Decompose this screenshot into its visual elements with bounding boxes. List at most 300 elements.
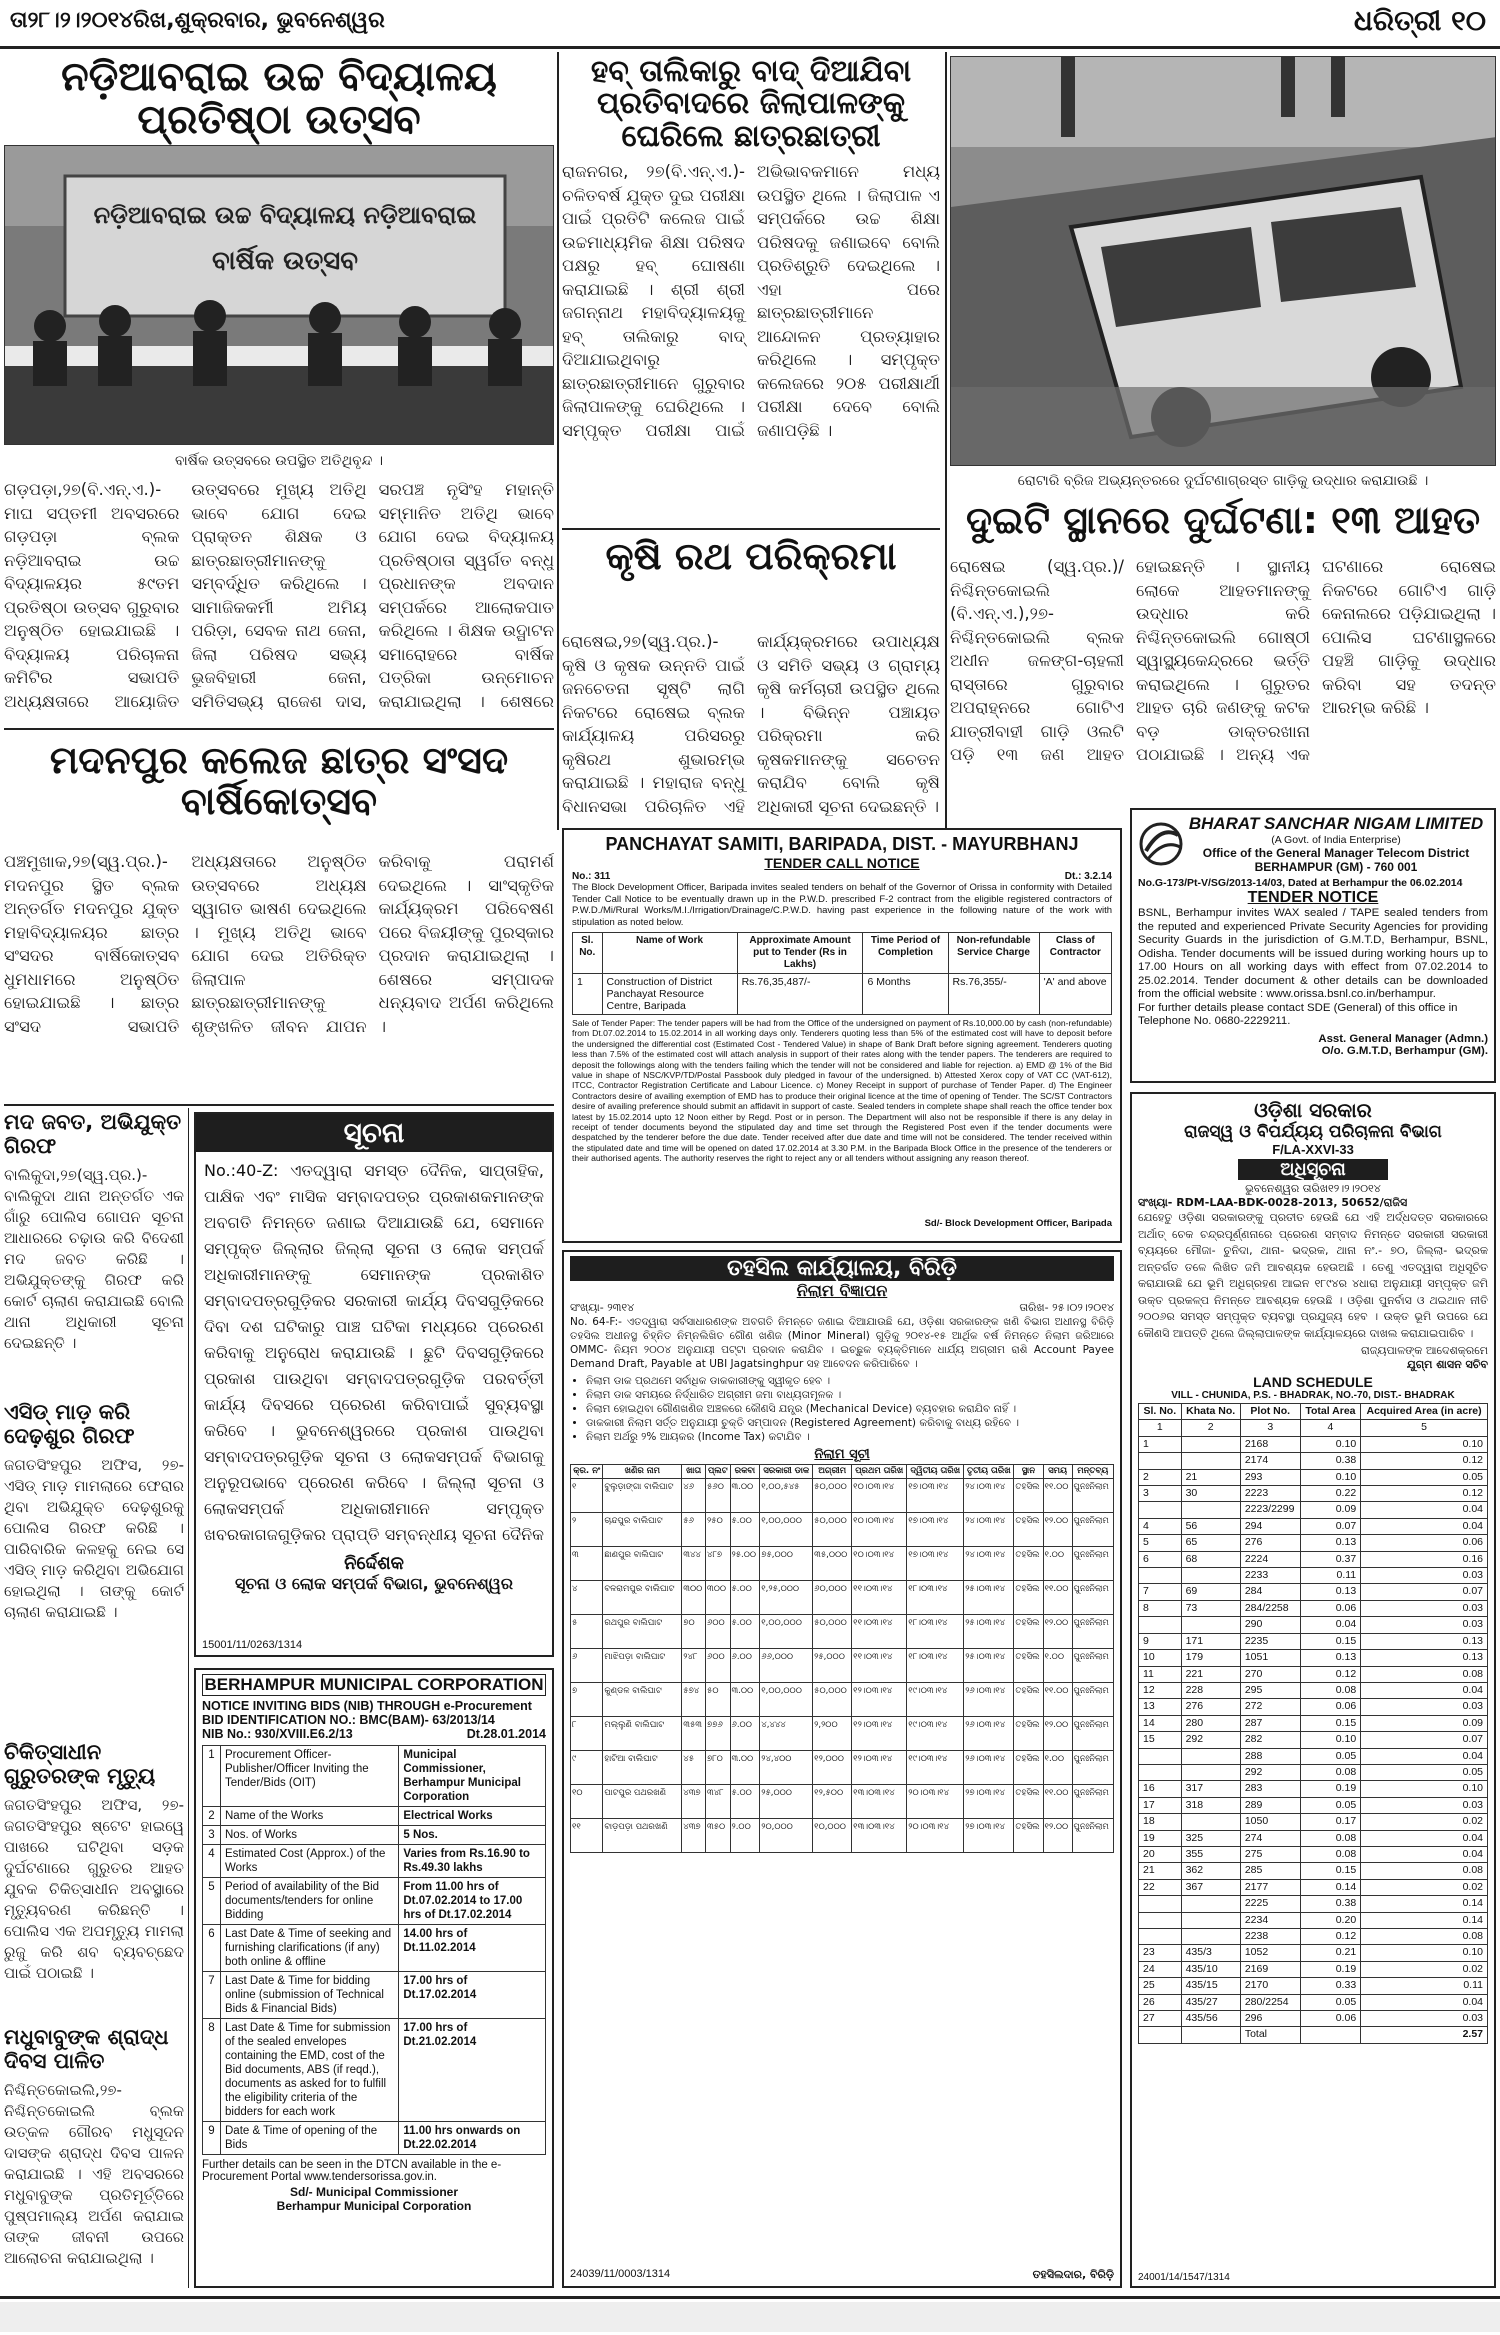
land-cell: 0.13: [1300, 1650, 1360, 1666]
land-cell: 0.05: [1361, 1469, 1488, 1485]
land-cell: 18: [1139, 1814, 1182, 1830]
land-cell: 0.02: [1361, 1814, 1488, 1830]
story1-photo: [4, 145, 554, 445]
accident-vehicle-image: [951, 57, 1496, 466]
header-rule: [0, 46, 1500, 49]
bsnl-sign2: O/o. G.M.T.D, Berhampur (GM).: [1321, 1044, 1488, 1057]
land-cell: 1051: [1240, 1650, 1300, 1666]
story4-photo: [950, 56, 1496, 466]
tahasil-cell: ୨୫,୦୦୦: [813, 1649, 852, 1683]
land-cell: 0.10: [1361, 1945, 1488, 1961]
land-row: [1139, 1748, 1488, 1764]
land-cell: 21: [1139, 1863, 1182, 1879]
land-cell: [1139, 1748, 1182, 1764]
land-cell: 24: [1139, 1961, 1182, 1977]
land-cell: 318: [1181, 1797, 1240, 1813]
bmc-row-value: Electrical Works: [399, 1807, 546, 1826]
land-cell: [1181, 1896, 1240, 1912]
bmc-nib-no: NIB No.: 930/XVIII.E6.2/13: [202, 1727, 353, 1741]
tahasil-cell: ୧୧।୦୩।୧୪: [852, 1615, 907, 1649]
land-cell: [1139, 1568, 1182, 1584]
tahasil-cell: ୨୫,୦୦୦: [760, 1785, 813, 1819]
panchayat-col-header: Approximate Amount put to Tender (Rs in Lakhs): [737, 933, 863, 974]
land-cell: 0.06: [1361, 1535, 1488, 1551]
tahasil-cell: ତହସିଲ: [1014, 1785, 1043, 1819]
land-cell: 0.04: [1361, 1518, 1488, 1534]
tahasil-col-header: ତୃତୀୟ ତାରିଖ: [964, 1465, 1014, 1479]
tahasil-ref-date: ତାରିଖ- ୨୫।୦୨।୨୦୧୪: [1019, 1301, 1114, 1314]
land-cell: [1181, 1568, 1240, 1584]
bmc-row: [203, 1972, 546, 2019]
tahasil-cell: ବାଡ଼ପଡ଼ା ପଥରଖଣି: [603, 1819, 682, 1853]
tahasil-cell: ୫.୦୦: [730, 1785, 760, 1819]
land-cell: 0.08: [1300, 1830, 1360, 1846]
panchayat-col-header: Non-refundable Service Charge: [948, 933, 1039, 974]
bmc-row: [203, 1826, 546, 1845]
bmc-row-no: 7: [203, 1972, 221, 2019]
tahasil-cell: ୨,୨୦୦: [813, 1717, 852, 1751]
rule-s5: [4, 1104, 554, 1106]
tahasil-cell: ୧୧.୦୦: [1043, 1479, 1072, 1513]
panchayat-intro: The Block Development Officer, Baripada invites sealed tenders on behalf of the Governor of Orissa in conformity with Detailed Tender Call Notice to be eventually drawn up in the P.W.D. prescribed F-2 contract from the eligible registered contractors of P.W.D./Mi/Rural Works/M.I./Irrigation/Drainage/C.P.W.D. having past experience in the following nature of the work with stipulation as noted below.: [572, 882, 1112, 928]
tahasil-row: [571, 1581, 1114, 1615]
tahasil-cell: ୪୫: [682, 1751, 706, 1785]
land-cell: 11: [1139, 1666, 1182, 1682]
rule-col-b: [945, 52, 947, 830]
land-cell: 0.20: [1300, 1912, 1360, 1928]
land-row: [1139, 1978, 1488, 1994]
tahasil-cell: ୬.୦୦: [730, 1649, 760, 1683]
land-col-number: 3: [1240, 1420, 1300, 1436]
land-cell: 0.08: [1300, 1682, 1360, 1698]
tahasil-cell: ୧,୦୦,୦୦୦: [760, 1513, 813, 1547]
land-cell: 287: [1240, 1715, 1300, 1731]
land-cell: 0.03: [1361, 1699, 1488, 1715]
tahasil-cell: ତହସିଲ: [1014, 1819, 1043, 1853]
story1-caption: ବାର୍ଷିକ ଉତ୍ସବରେ ଉପସ୍ଥିତ ଅତିଥିବୃନ୍ଦ ।: [174, 453, 384, 469]
tahasil-cell: ୫୬୦: [706, 1479, 730, 1513]
story7-body: ଜଗତସିଂହପୁର ଅଫିସ, ୨୭- ଏସିଡ୍ ମାଡ଼ ମାମଲାରେ ଫେରାର ଥିବା ଅଭିଯୁକ୍ତ ଦେଢ଼ଶୁରକୁ ପୋଲିସ ଗିରଫ କରିଛି । ପାରିବାରିକ କଳହକୁ ନେଇ ସେ ଏସିଡ୍ ମାଡ଼ କରିଥିବା ଅଭିଯୋଗ ହୋଇଥିଲା । ତାଙ୍କୁ କୋର୍ଟ ଚାଲାଣ କରାଯାଇଛି ।: [4, 1456, 184, 1621]
land-cell: 0.22: [1300, 1486, 1360, 1502]
land-cell: 9: [1139, 1633, 1182, 1649]
story7-headline: ଏସିଡ୍ ମାଡ଼ କରି ଦେଢ଼ଶୁର ଗିରଫ: [4, 1400, 135, 1448]
page-header: [0, 0, 1500, 48]
land-cell: 280/2254: [1240, 1994, 1300, 2010]
tahasil-cell: ୨୪।୦୩।୧୪: [964, 1479, 1014, 1513]
land-cell: 6: [1139, 1551, 1182, 1567]
panchayat-col-header: Time Period of Completion: [863, 933, 948, 974]
tahasil-cell: ୧୨।୦୩।୧୪: [852, 1751, 907, 1785]
land-row: [1139, 1436, 1488, 1452]
land-cell: 0.06: [1300, 2011, 1360, 2027]
land-cell: 2238: [1240, 1929, 1300, 1945]
bmc-row-key: Date & Time of opening of the Bids: [221, 2122, 399, 2155]
land-cell: 274: [1240, 1830, 1300, 1846]
land-col-number: 2: [1181, 1420, 1240, 1436]
land-col-number: 4: [1300, 1420, 1360, 1436]
bmc-row-key: Estimated Cost (Approx.) of the Works: [221, 1845, 399, 1878]
land-row: [1139, 1600, 1488, 1616]
land-cell: 22: [1139, 1879, 1182, 1895]
panchayat-cell: Rs.76,35,487/-: [737, 974, 863, 1015]
land-cell: 270: [1240, 1666, 1300, 1682]
tahasil-col-header: ସରକାରୀ ଡାକ: [760, 1465, 813, 1479]
land-cell: 0.11: [1361, 1978, 1488, 1994]
bmc-row-value: 17.00 hrs of Dt.21.02.2014: [399, 2019, 546, 2122]
land-cell: 2223/2299: [1240, 1502, 1300, 1518]
panchayat-col-header: Name of Work: [602, 933, 737, 974]
bmc-row-no: 5: [203, 1878, 221, 1925]
land-cell: 0.15: [1300, 1715, 1360, 1731]
land-total-label: Total: [1240, 2027, 1300, 2043]
land-row: [1139, 1666, 1488, 1682]
tahasil-cell: ବୁଲୁଡ଼ାଙ୍ଗା ବାଲିଘାଟ: [603, 1479, 682, 1513]
land-cell: 73: [1181, 1600, 1240, 1616]
rule-s2: [562, 528, 940, 530]
tahasil-cell: ୭୭୬: [706, 1717, 730, 1751]
tahasil-cell: ୧୯।୦୩।୧୪: [907, 1751, 964, 1785]
tahasil-cell: ୧୦।୦୩।୧୪: [852, 1479, 907, 1513]
tahasil-cell: ୧୯।୦୩।୧୪: [907, 1717, 964, 1751]
tahasil-cell: ୭: [571, 1683, 603, 1717]
tahasil-cell: ୫୦,୦୦୦: [813, 1513, 852, 1547]
land-cell: [1181, 1929, 1240, 1945]
land-row: [1139, 1863, 1488, 1879]
story9-headline: ମଧୁବାବୁଙ୍କ ଶ୍ରାଦ୍ଧ ଦିବସ ପାଳିତ: [4, 2025, 169, 2073]
bsnl-heading: TENDER NOTICE: [1247, 889, 1379, 906]
story1-body: ଗଡ଼ପଡ଼ା,୨୭(ବି.ଏନ୍.ଏ.)- ମାଘ ସପ୍ତମୀ ଅବସରରେ ଗଡ଼ପଡ଼ା ବ୍ଲକ ନଡ଼ିଆବରାଇ ଉଚ୍ଚ ବିଦ୍ୟାଳୟର ୫୯ତମ ପ୍ରତିଷ୍ଠା ଉତ୍ସବ ଗୁରୁବାର ଅନୁଷ୍ଠିତ ହୋଇଯାଇଛି । ବିଦ୍ୟାଳୟ ପରିଚାଳନା କମିଟିର ସଭାପତି ଅଧ୍ୟକ୍ଷତାରେ ଆୟୋଜିତ ଉତ୍ସବରେ ମୁଖ୍ୟ ଅତିଥି ଭାବେ ଯୋଗ ଦେଇ ପ୍ରାକ୍ତନ ଶିକ୍ଷକ ଓ ଛାତ୍ରଛାତ୍ରୀମାନଙ୍କୁ ସମ୍ବର୍ଦ୍ଧିତ କରିଥିଲେ । ସାମାଜିକକର୍ମୀ ଅମିୟ ପରିଡ଼ା, ସେବକ ନାଥ ଜେନା, ଜିଲା ପରିଷଦ ସଭ୍ୟ ଭୁଜବିହାରୀ ଜେନା, ସମିତିସଭ୍ୟ ରାଜେଶ ଦାସ, ସରପଞ୍ଚ ନୃସିଂହ ମହାନ୍ତି ସମ୍ମାନିତ ଅତିଥି ଭାବେ ଯୋଗ ଦେଇ ବିଦ୍ୟାଳୟ ପ୍ରତିଷ୍ଠାତା ସ୍ୱର୍ଗତ ବନ୍ଧୁ ପ୍ରଧାନଙ୍କ ଅବଦାନ ସମ୍ପର୍କରେ ଆଲୋକପାତ କରିଥିଲେ । ଶିକ୍ଷକ ଉଦ୍ଘାଟନ ସମାରୋହରେ ବାର୍ଷିକ ପତ୍ରିକା ଉନ୍ମୋଚନ କରାଯାଇଥିଲା । ଶେଷରେ: [4, 480, 554, 711]
land-cell: 0.14: [1361, 1912, 1488, 1928]
land-cell: 0.12: [1300, 1666, 1360, 1682]
land-cell: 13: [1139, 1699, 1182, 1715]
tahasil-cell: ୧.୦୦: [1043, 1751, 1072, 1785]
bmc-row-key: Last Date & Time for submission of the sealed envelopes containing the EMD, cost of the Bid documents, ABS (if reqd.), documents as asked for to fulfill the eligibility criteria of the bidders for each work: [221, 2019, 399, 2122]
tahasil-col-header: ଖଣିର ନାମ: [603, 1465, 682, 1479]
panchayat-col-header: Sl. No.: [573, 933, 603, 974]
tahasil-cell: ୫.୦୦: [730, 1615, 760, 1649]
rule-left-col: [188, 1108, 189, 2288]
bmc-sign2: Berhampur Municipal Corporation: [276, 2199, 472, 2213]
tahasil-cell: ପୁନଃନିଲାମ: [1072, 1649, 1113, 1683]
bsnl-body2: For further details please contact SDE (General) of this office in Telephone No. 0680-2229211.: [1138, 1001, 1458, 1027]
tahasil-cell: ୨୬।୦୩।୧୪: [964, 1717, 1014, 1751]
land-cell: 0.13: [1361, 1650, 1488, 1666]
tahasil-cell: ୨୦।୦୩।୧୪: [907, 1785, 964, 1819]
bsnl-sign: Asst. General Manager (Admn.): [1318, 1032, 1488, 1045]
land-cell: 0.19: [1300, 1961, 1360, 1977]
tahasil-cell: ୧୮।୦୩।୧୪: [907, 1581, 964, 1615]
tahasil-condition: • ନିଲାମ ହୋଇଥିବା ଗୌଣଖଣିଜ ଅଞ୍ଚଳରେ କୌଣସି ଯନ୍ତ୍ର (Mechanical Device) ବ୍ୟବହାର କରାଯିବ ନାହିଁ ।: [586, 1402, 1114, 1416]
tahasil-row: [571, 1751, 1114, 1785]
tahasil-row: [571, 1717, 1114, 1751]
suchana-signoff: ସୂଚନା ଓ ଲୋକ ସମ୍ପର୍କ ବିଭାଗ, ଭୁବନେଶ୍ୱର: [235, 1574, 513, 1593]
tahasil-cell: ପୁନଃନିଲାମ: [1072, 1785, 1113, 1819]
land-cell: 0.10: [1361, 1781, 1488, 1797]
land-cell: 0.13: [1300, 1535, 1360, 1551]
tahasil-cell: ୧୦: [571, 1785, 603, 1819]
story4-photo-caption: ରୋଟାରି ବ୍ରିଜ ଅଭ୍ୟନ୍ତରରେ ଦୁର୍ଘଟଣାଗ୍ରସ୍ତ ଗାଡ଼ିକୁ ଉଦ୍ଧାର କରାଯାଉଛି ।: [1017, 473, 1429, 489]
land-cell: 12: [1139, 1682, 1182, 1698]
bsnl-logo-icon: [1138, 821, 1184, 867]
rule-s1: [4, 728, 554, 730]
panchayat-title: PANCHAYAT SAMITI, BARIPADA, DIST. - MAYURBHANJ: [605, 834, 1079, 854]
tahasil-cell: ୨.୦୦: [730, 1819, 760, 1853]
land-cell: 2234: [1240, 1912, 1300, 1928]
tahasil-cell: ୧୩।୦୩।୧୪: [852, 1785, 907, 1819]
bmc-sign: Sd/- Municipal Commissioner: [289, 2185, 459, 2199]
land-cell: 30: [1181, 1486, 1240, 1502]
land-cell: 0.04: [1300, 1617, 1360, 1633]
land-row: [1139, 1732, 1488, 1748]
tahasil-cell: ୬୦,୦୦୦: [813, 1581, 852, 1615]
story2-headline: ହବ୍ ତାଲିକାରୁ ବାଦ୍ ଦିଆଯିବା ପ୍ରତିବାଦରେ ଜିଲାପାଳଙ୍କୁ ଘେରିଲେ ଛାତ୍ରଛାତ୍ରୀ: [590, 54, 912, 154]
tahasil-cell: ୩୪୮: [706, 1785, 730, 1819]
tahasil-cell: ୪,୪୪୪: [760, 1717, 813, 1751]
tahasil-cell: ୩.୦୦: [730, 1751, 760, 1785]
land-cell: 290: [1240, 1617, 1300, 1633]
suchana-signoff-title: ନିର୍ଦ୍ଦେଶକ: [344, 1553, 404, 1574]
bmc-row-no: 6: [203, 1925, 221, 1972]
tahasil-cell: ହାଟିଆ ବାଲିଘାଟ: [603, 1751, 682, 1785]
land-cell: [1181, 1814, 1240, 1830]
tahasil-cell: ମଲ୍ଲୁଣି ବାଲିଘାଟ: [603, 1717, 682, 1751]
panchayat-notice: [562, 828, 1122, 1243]
tahasil-cell: ୩୫୦: [706, 1819, 730, 1853]
land-schedule-sub: VILL - CHUNIDA, P.S. - BHADRAK, NO.-70, DIST.- BHADRAK: [1171, 1390, 1455, 1401]
tahasil-cell: ୨୦,୦୦୦: [760, 1819, 813, 1853]
bsnl-body: BSNL, Berhampur invites WAX sealed / TAPE sealed tenders from the reputed and experienced Private Security Agencies for providing Security Guards in the jurisdiction of G.M.T.D, Berhampur, BSNL, Odisha. Tender documents will be issued during working hours up to 17.00 Hours on all working days with effect from 07.02.2014 to 25.02.2014. Tender document & other details can be downloaded from the official website : www.orissa.bsnl.co.in/berhampur.: [1138, 907, 1488, 1000]
tahasil-cell: ତହସିଲ: [1014, 1547, 1043, 1581]
tahasil-col-header: ପ୍ଲଟ: [706, 1465, 730, 1479]
bmc-row-no: 2: [203, 1807, 221, 1826]
tahasil-cell: ୩୦୦: [682, 1581, 706, 1615]
tahasil-cell: ୧୧.୦୦: [1043, 1785, 1072, 1819]
land-row: [1139, 1781, 1488, 1797]
page-footer-strip: [0, 2302, 1500, 2332]
rule-col-a: [557, 52, 559, 830]
tahasil-cell: ୨୫।୦୩।୧୪: [964, 1581, 1014, 1615]
land-row: [1139, 1453, 1488, 1469]
tahasil-col-header: ରକବା: [730, 1465, 760, 1479]
land-cell: 27: [1139, 2011, 1182, 2027]
tahasil-cell: ୩୦୦: [706, 1581, 730, 1615]
tahasil-cell: ୧୨,୫୦୦: [813, 1785, 852, 1819]
tahasil-cell: ୧୨।୦୩।୧୪: [852, 1683, 907, 1717]
story6-body: ବାଲିକୁଦା,୨୭(ସ୍ୱ.ପ୍ର.)- ବାଲିକୁଦା ଥାନା ଅନ୍ତର୍ଗତ ଏକ ଗାଁରୁ ପୋଲିସ ଗୋପନ ସୂଚନା ଆଧାରରେ ଚଢ଼ାଉ କରି ବିଦେଶୀ ମଦ ଜବତ କରିଛି । ଅଭିଯୁକ୍ତଙ୍କୁ ଗିରଫ କରି କୋର୍ଟ ଚାଲାଣ କରାଯାଇଛି ବୋଲି ଥାନା ଅଧିକାରୀ ସୂଚନା ଦେଇଛନ୍ତି ।: [4, 1166, 184, 1352]
land-cell: 435/27: [1181, 1994, 1240, 2010]
land-cell: 0.03: [1361, 2011, 1488, 2027]
land-row: [1139, 1994, 1488, 2010]
tahasil-col-header: ପ୍ରଥମ ତାରିଖ: [852, 1465, 907, 1479]
land-cell: 288: [1240, 1748, 1300, 1764]
land-cell: 0.05: [1300, 1797, 1360, 1813]
land-cell: 282: [1240, 1732, 1300, 1748]
tahasil-cell: ୬.୦୦: [730, 1717, 760, 1751]
tahasil-cell: ୧୧.୦୦: [1043, 1581, 1072, 1615]
revenue-place-date: ଭୁବନେଶ୍ୱର ତାରିଖ୧୨।୨।୨୦୧୪: [1245, 1182, 1381, 1195]
story1-headline: ନଡ଼ିଆବରାଇ ଉଚ୍ଚ ବିଦ୍ୟାଳୟ ପ୍ରତିଷ୍ଠା ଉତ୍ସବ: [61, 54, 497, 144]
tahasil-col-header: ଅଗ୍ରୀମ: [813, 1465, 852, 1479]
tahasil-cell: ୧୧।୦୩।୧୪: [852, 1649, 907, 1683]
land-cell: 0.38: [1300, 1453, 1360, 1469]
land-row: [1139, 1682, 1488, 1698]
land-cell: 17: [1139, 1797, 1182, 1813]
tahasil-cell: ୬୬,୦୦୦: [760, 1649, 813, 1683]
land-cell: 0.10: [1300, 1469, 1360, 1485]
story1-banner-text: ନଡ଼ିଆବରାଇ ଉଚ୍ଚ ବିଦ୍ୟାଳୟ ନଡ଼ିଆବରାଇ: [93, 201, 477, 229]
tahasil-cell: ରଥପୁର ବାଲିଘାଟ: [603, 1615, 682, 1649]
land-cell: 25: [1139, 1978, 1182, 1994]
tahasil-row: [571, 1513, 1114, 1547]
bmc-row-value: 5 Nos.: [399, 1826, 546, 1845]
land-cell: 23: [1139, 1945, 1182, 1961]
land-cell: 0.04: [1361, 1830, 1488, 1846]
tahasil-cell: ୩.୦୦: [730, 1479, 760, 1513]
tahasil-col-header: କ୍ର. ନଂ: [571, 1465, 603, 1479]
tahasil-cell: ପୁନଃନିଲାମ: [1072, 1615, 1113, 1649]
land-cell: 0.33: [1300, 1978, 1360, 1994]
bmc-row: [203, 1746, 546, 1807]
land-cell: [1181, 1748, 1240, 1764]
land-cell: 435/56: [1181, 2011, 1240, 2027]
tahasil-cell: ୯: [571, 1751, 603, 1785]
tahasil-col-header: ମନ୍ତବ୍ୟ: [1072, 1465, 1113, 1479]
land-cell: [1139, 1764, 1182, 1780]
tahasil-cell: ବଳରାମପୁର ବାଲିଘାଟ: [603, 1581, 682, 1615]
story6-headline: ମଦ ଜବତ, ଅଭିଯୁକ୍ତ ଗିରଫ: [4, 1110, 182, 1158]
tahasil-ref: 24039/11/0003/1314: [570, 2268, 671, 2280]
land-row: [1139, 1896, 1488, 1912]
land-cell: 171: [1181, 1633, 1240, 1649]
story4-body: ରୋଷେଇ (ସ୍ୱ.ପ୍ର.)/ନିଶ୍ଚିନ୍ତକୋଇଲି (ବି.ଏନ୍.ଏ.),୨୭- ନିଶ୍ଚିନ୍ତକୋଇଲି ବ୍ଲକ ଅଧୀନ ଜଳଙ୍ଗ-ଚାହଲୀ ରାସ୍ତାରେ ଗୁରୁବାର ଅପରାହ୍ନରେ ଗୋଟିଏ ଯାତ୍ରୀବାହୀ ଗାଡ଼ି ଓଲଟି ପଡ଼ି ୧୩ ଜଣ ଆହତ ହୋଇଛନ୍ତି । ସ୍ଥାନୀୟ ଲୋକେ ଆହତମାନଙ୍କୁ ଉଦ୍ଧାର କରି ନିଶ୍ଚିନ୍ତକୋଇଲି ଗୋଷ୍ଠୀ ସ୍ୱାସ୍ଥ୍ୟକେନ୍ଦ୍ରରେ ଭର୍ତ୍ତି କରାଇଥିଲେ । ଗୁରୁତର ଆହତ ଚାରି ଜଣଙ୍କୁ କଟକ ବଡ଼ ଡାକ୍ତରଖାନା ପଠାଯାଇଛି । ଅନ୍ୟ ଏକ ଘଟଣାରେ ରୋଷେଇ ନିକଟରେ ଗୋଟିଏ ଗାଡ଼ି କେନାଲରେ ପଡ଼ିଯାଇଥିଲା । ପୋଲିସ ଘଟଣାସ୍ଥଳରେ ପହଞ୍ଚି ଗାଡ଼ିକୁ ଉଦ୍ଧାର କରିବା ସହ ତଦନ୍ତ ଆରମ୍ଭ କରିଛି ।: [950, 557, 1496, 764]
tahasil-cell: ୫୦,୦୦୦: [813, 1479, 852, 1513]
tahasil-cell: ତହସିଲ: [1014, 1683, 1043, 1717]
bmc-row: [203, 1845, 546, 1878]
tahasil-cell: ୧୨.୦୦: [1043, 1615, 1072, 1649]
land-cell: 362: [1181, 1863, 1240, 1879]
tahasil-row: [571, 1547, 1114, 1581]
tahasil-cell: କୁଣ୍ଡଳ ବାଲିଘାଟ: [603, 1683, 682, 1717]
land-cell: [1181, 1502, 1240, 1518]
tahasil-cell: ୭୦: [682, 1615, 706, 1649]
land-row: [1139, 1879, 1488, 1895]
bmc-row-key: Name of the Works: [221, 1807, 399, 1826]
land-col-header: Total Area: [1300, 1404, 1360, 1420]
land-cell: 0.08: [1361, 1863, 1488, 1879]
tahasil-cell: ୬୦୦: [706, 1615, 730, 1649]
land-cell: 2235: [1240, 1633, 1300, 1649]
story8-headline: ଚିକିତ୍ସାଧୀନ ଗୁରୁତରଙ୍କ ମୃତ୍ୟୁ: [4, 1740, 156, 1788]
tahasil-cell: ୫.୦୦: [730, 1581, 760, 1615]
land-cell: 2: [1139, 1469, 1182, 1485]
land-row: [1139, 1846, 1488, 1862]
land-row: [1139, 1469, 1488, 1485]
revenue-notice: [1130, 1092, 1496, 2288]
tahasil-row: [571, 1785, 1114, 1819]
land-cell: 435/10: [1181, 1961, 1240, 1977]
tahasil-cell: ୧.୦୦: [1043, 1649, 1072, 1683]
tahasil-cell: ୧୧.୦୦: [1043, 1683, 1072, 1717]
land-cell: 228: [1181, 1682, 1240, 1698]
land-row: [1139, 1633, 1488, 1649]
land-cell: 0.12: [1361, 1486, 1488, 1502]
land-cell: 0.04: [1361, 1682, 1488, 1698]
land-cell: 69: [1181, 1584, 1240, 1600]
tahasil-intro: No. 64-F:- ଏତଦ୍ୱାରା ସର୍ବସାଧାରଣଙ୍କ ଅବଗତି ନିମନ୍ତେ ଜଣାଇ ଦିଆଯାଉଛି ଯେ, ଓଡ଼ିଶା ସରକାରଙ୍କ ଖଣି ବିଭାଗ ଅଧୀନସ୍ଥ ବିରିଡ଼ି ତହସିଲ ଅଧୀନସ୍ଥ ଚିହ୍ନିତ ନିମ୍ନଲିଖିତ ଗୌଣ ଖଣିଜ (Minor Mineral) ଗୁଡ଼ିକୁ ୨୦୧୪-୧୫ ଆର୍ଥିକ ବର୍ଷ ନିମନ୍ତେ ନିଲାମ ଜରିଆରେ OMMC- ନିୟମ ୨୦୦୪ ଅନୁଯାୟୀ ପଟ୍ଟା ପ୍ରଦାନ କରାଯିବ । ଇଚ୍ଛୁକ ବ୍ୟକ୍ତିମାନେ ଧାର୍ଯ୍ୟ ଅଗ୍ରୀମ ରାଶି Account Payee Demand Draft, Payable at UBI Jagatsinghpur ସହ ଆବେଦନ କରିପାରିବେ ।: [570, 1316, 1114, 1370]
land-cell: 294: [1240, 1518, 1300, 1534]
land-cell: [1139, 1912, 1182, 1928]
tahasil-cell: ୪: [571, 1581, 603, 1615]
land-cell: 292: [1240, 1764, 1300, 1780]
bsnl-ref: No.G-173/Pt-V/SG/2013-14/03, Dated at Berhampur the 06.02.2014: [1138, 877, 1463, 889]
bsnl-sub1: (A Govt. of India Enterprise): [1271, 834, 1401, 846]
tahasil-condition: • ନିଲାମ ଅର୍ଥରୁ ୨% ଆୟକର (Income Tax) କଟାଯିବ ।: [586, 1430, 1114, 1444]
revenue-file: F/LA-XXVI-33: [1272, 1142, 1354, 1157]
panchayat-cell: Construction of District Panchayat Resource Centre, Baripada: [602, 974, 737, 1015]
tahasil-cell: ୧୦,୦୦୦: [813, 1819, 852, 1853]
land-cell: 276: [1181, 1699, 1240, 1715]
land-row: [1139, 1650, 1488, 1666]
tahasil-cell: ୫୦,୦୦୦: [813, 1615, 852, 1649]
land-row: [1139, 1797, 1488, 1813]
land-cell: 2223: [1240, 1486, 1300, 1502]
land-cell: 367: [1181, 1879, 1240, 1895]
footer-rule: [0, 2296, 1500, 2299]
tahasil-cell: ୧୨.୦୦: [1043, 1717, 1072, 1751]
land-cell: 0.16: [1361, 1551, 1488, 1567]
land-cell: 292: [1181, 1732, 1240, 1748]
tahasil-cell: ୧୨।୦୩।୧୪: [852, 1717, 907, 1751]
tahasil-cell: ୧୭।୦୩।୧୪: [907, 1513, 964, 1547]
land-col-header: Acquired Area (in acre): [1361, 1404, 1488, 1420]
tahasil-cell: ୭୮୦: [706, 1751, 730, 1785]
tahasil-cell: ୧,୨୫,୦୦୦: [760, 1581, 813, 1615]
land-cell: 0.04: [1361, 1846, 1488, 1862]
land-row: [1139, 1584, 1488, 1600]
bmc-row-key: Last Date & Time for bidding online (submission of Technical Bids & Financial Bids): [221, 1972, 399, 2019]
bmc-bid-id: BID IDENTIFICATION NO.: BMC(BAM)- 63/2013/14: [202, 1713, 495, 1727]
bmc-table: [202, 1745, 546, 2155]
tahasil-cell: ୧୦।୦୩।୧୪: [852, 1513, 907, 1547]
land-cell: 325: [1181, 1830, 1240, 1846]
land-cell: 0.03: [1361, 1568, 1488, 1584]
land-cell: 0.07: [1361, 1584, 1488, 1600]
land-cell: 272: [1240, 1699, 1300, 1715]
revenue-number: ସଂଖ୍ୟା- RDM-LAA-BDK-0028-2013, 50652/ରାଜିସ: [1138, 1196, 1408, 1209]
land-row: [1139, 1715, 1488, 1731]
tahasil-col-header: ଦ୍ୱିତୀୟ ତାରିଖ: [907, 1465, 964, 1479]
revenue-sign-title: ରାଜ୍ୟପାଳଙ୍କ ଆଦେଶକ୍ରମେ: [1361, 1344, 1488, 1357]
tahasil-row: [571, 1819, 1114, 1853]
tahasil-cell: ୫୭୪: [682, 1683, 706, 1717]
bmc-row-value: Varies from Rs.16.90 to Rs.49.30 lakhs: [399, 1845, 546, 1878]
dateline: ତା୨୮।୨।୨୦୧୪ରିଖ,ଶୁକ୍ରବାର, ଭୁବନେଶ୍ୱର: [10, 8, 385, 33]
bmc-subtitle: NOTICE INVITING BIDS (NIB) THROUGH e-Procurement: [202, 1699, 532, 1713]
tahasil-cell: ୩୫୩: [682, 1717, 706, 1751]
land-cell: 0.05: [1300, 1994, 1360, 2010]
land-col-number: 5: [1361, 1420, 1488, 1436]
tahasil-subtitle: ନିଲାମ ବିଜ୍ଞାପନ: [796, 1281, 888, 1300]
tahasil-row: [571, 1615, 1114, 1649]
tahasil-col-header: ସମୟ: [1043, 1465, 1072, 1479]
story4-headline: ଦୁଇଟି ସ୍ଥାନରେ ଦୁର୍ଘଟଣା: ୧୩ ଆହତ: [965, 498, 1481, 542]
tahasil-cell: ୪୮୭: [706, 1547, 730, 1581]
tahasil-cell: ୧୦।୦୩।୧୪: [852, 1547, 907, 1581]
bmc-notice: [194, 1668, 554, 2288]
bmc-footer: Further details can be seen in the DTCN available in the e-Procurement Portal www.tendersorissa.gov.in.: [202, 2159, 502, 2183]
land-cell: [1181, 1764, 1240, 1780]
land-cell: 2169: [1240, 1961, 1300, 1977]
